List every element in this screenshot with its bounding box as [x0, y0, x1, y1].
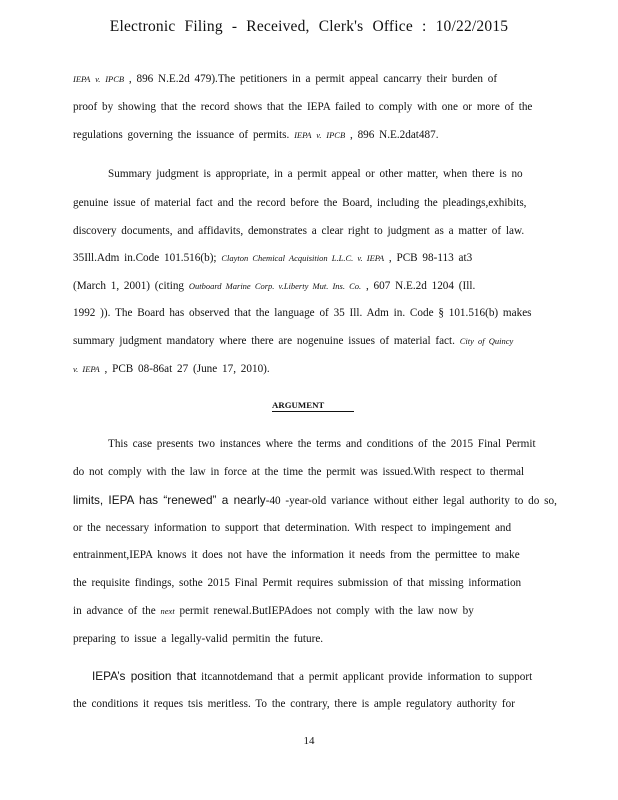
- para3-line2: do not comply with the law in force at the time the permit was issued.With respect to thermal: [73, 466, 525, 478]
- para2-line1: Summary judgment is appropriate, in a permit appeal or other matter, when there is no: [108, 168, 523, 180]
- para2-line6: 1992 )). The Board has observed that the language of 35 Ill. Adm in. Code § 101.516(b) makes: [73, 307, 532, 319]
- para1-line1: IEPA v. IPCB , 896 N.E.2d 479).The petitioners in a permit appeal cancarry their burden of: [73, 73, 498, 85]
- para2-line4: 35Ill.Adm in.Code 101.516(b); Clayton Chemical Acquisition L.L.C. v. IEPA , PCB 98-113 at3: [73, 252, 473, 264]
- para3-line6: the requisite findings, sothe 2015 Final Permit requires submission of that missing information: [73, 577, 522, 589]
- para2-line7: summary judgment mandatory where there are nogenuine issues of material fact. City of Quincy: [73, 335, 514, 347]
- section-heading: ARGUMENT: [272, 400, 354, 412]
- para3-line1: This case presents two instances where the terms and conditions of the 2015 Final Permit: [108, 438, 536, 450]
- para2-line2: genuine issue of material fact and the record before the Board, including the pleadings,exhibits,: [73, 197, 527, 209]
- para3-line4: or the necessary information to support that determination. With respect to impingement and: [73, 522, 512, 534]
- para3-line5: entrainment,IEPA knows it does not have the information it needs from the permittee to make: [73, 549, 520, 561]
- para2-line5: (March 1, 2001) (citing Outboard Marine Corp. v.Liberty Mut. Ins. Co. , 607 N.E.2d 1204 (Ill.: [73, 280, 476, 292]
- para1-line3: regulations governing the issuance of permits. IEPA v. IPCB , 896 N.E.2dat487.: [73, 129, 439, 141]
- para2-line8: v. IEPA , PCB 08-86at 27 (June 17, 2010).: [73, 363, 270, 375]
- para3-line7: in advance of the next permit renewal.ButIEPAdoes not comply with the law now by: [73, 605, 474, 617]
- para4-line2: the conditions it reques tsis meritless. To the contrary, there is ample regulatory authority for: [73, 698, 515, 710]
- para3-line3: limits, IEPA has “renewed” a nearly-40 -year-old variance without either legal authority to do so,: [73, 493, 557, 507]
- para1-line2: proof by showing that the record shows that the IEPA failed to comply with one or more of the: [73, 101, 533, 113]
- para3-line8: preparing to issue a legally-valid permitin the future.: [73, 633, 324, 645]
- page-number: 14: [303, 735, 315, 747]
- filing-stamp-header: Electronic Filing - Received, Clerk's Office : 10/22/2015: [109, 18, 509, 35]
- para4-line1: IEPA’s position that itcannotdemand that a permit applicant provide information to support: [92, 669, 533, 683]
- citation-italic: IEPA: [73, 74, 91, 84]
- para2-line3: discovery documents, and affidavits, demonstrates a clear right to judgment as a matter of law.: [73, 225, 525, 237]
